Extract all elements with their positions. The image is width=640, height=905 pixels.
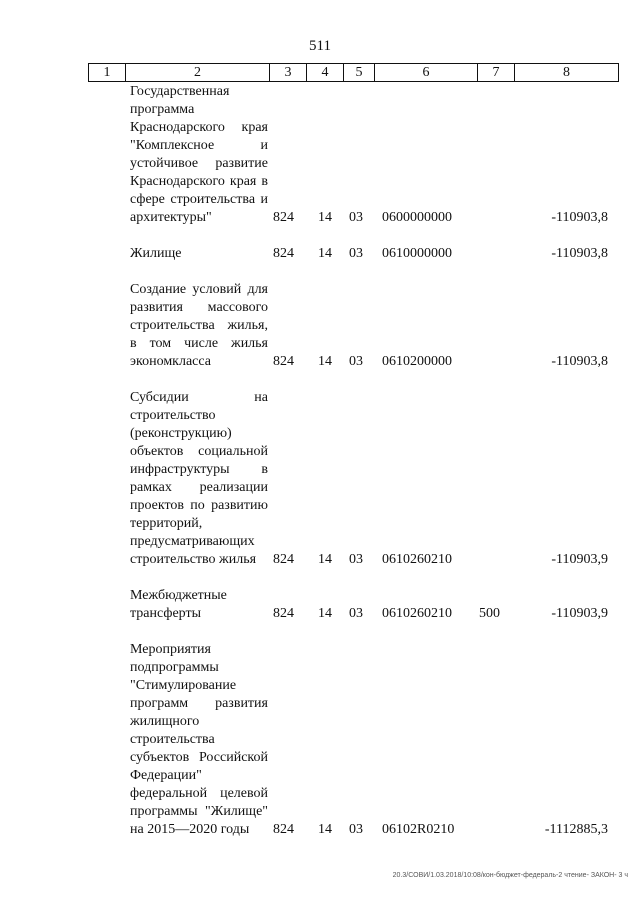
row-target-code: 0610260210 xyxy=(382,552,452,567)
row-code: 824 xyxy=(273,822,294,837)
row-sum: -110903,8 xyxy=(551,210,608,225)
table-row xyxy=(124,281,610,371)
header-col-4: 4 xyxy=(307,64,344,82)
column-header-row xyxy=(88,63,619,82)
row-target-code: 0610000000 xyxy=(382,246,452,261)
row-target-code: 0610200000 xyxy=(382,354,452,369)
header-col-6: 6 xyxy=(375,64,478,82)
table-row xyxy=(124,245,610,263)
row-code: 824 xyxy=(273,246,294,261)
row-target-code: 0610260210 xyxy=(382,606,452,621)
table-row xyxy=(124,587,610,623)
table-row xyxy=(124,389,610,569)
row-description: Государственная программа Краснодарского края "Комплексное и устойчивое развитие Краснодарского края в сфере строительства и архитектуры" xyxy=(130,84,268,225)
row-description: Субсидии на строительство (реконструкцию) объектов социальной инфраструктуры в рамках реализации проектов по развитию территорий, предусматривающих строительство жилья xyxy=(130,390,268,567)
row-expense-type: 500 xyxy=(479,606,500,621)
header-col-3: 3 xyxy=(270,64,307,82)
row-description: Мероприятия подпрограммы "Стимулирование программ развития жилищного строительства субъектов Российской Федерации" федеральной целевой программы "Жилище" на 2015—2020 годы xyxy=(130,642,268,837)
row-section: 14 xyxy=(318,210,332,225)
header-col-8: 8 xyxy=(515,64,619,82)
row-target-code: 0600000000 xyxy=(382,210,452,225)
budget-table-body xyxy=(124,83,610,857)
row-description: Создание условий для развития массового строительства жилья, в том числе жилья экономкласса xyxy=(130,282,268,369)
row-sum: -110903,8 xyxy=(551,354,608,369)
header-col-5: 5 xyxy=(344,64,375,82)
row-subsection: 03 xyxy=(349,606,363,621)
row-code: 824 xyxy=(273,210,294,225)
header-col-1: 1 xyxy=(89,64,126,82)
footer-doc-id: 20.3/СОВИ/1.03.2018/10:08/кон-бюджет-федераль-2 чтение- ЗАКОН- 3 ч xyxy=(392,872,628,879)
row-subsection: 03 xyxy=(349,246,363,261)
row-section: 14 xyxy=(318,552,332,567)
row-section: 14 xyxy=(318,606,332,621)
page-number: 511 xyxy=(309,38,331,54)
row-sum: -110903,9 xyxy=(551,606,608,621)
table-row xyxy=(124,641,610,839)
row-subsection: 03 xyxy=(349,354,363,369)
row-section: 14 xyxy=(318,822,332,837)
row-sum: -110903,9 xyxy=(551,552,608,567)
row-sum: -1112885,3 xyxy=(544,822,608,837)
header-col-7: 7 xyxy=(478,64,515,82)
table-row xyxy=(124,83,610,227)
row-section: 14 xyxy=(318,354,332,369)
row-description: Жилище xyxy=(130,246,182,261)
row-description: Межбюджетные трансферты xyxy=(130,588,227,621)
row-section: 14 xyxy=(318,246,332,261)
row-code: 824 xyxy=(273,552,294,567)
row-subsection: 03 xyxy=(349,822,363,837)
row-target-code: 06102R0210 xyxy=(382,822,455,837)
row-subsection: 03 xyxy=(349,210,363,225)
row-subsection: 03 xyxy=(349,552,363,567)
header-col-2: 2 xyxy=(126,64,270,82)
row-code: 824 xyxy=(273,606,294,621)
row-code: 824 xyxy=(273,354,294,369)
row-sum: -110903,8 xyxy=(551,246,608,261)
